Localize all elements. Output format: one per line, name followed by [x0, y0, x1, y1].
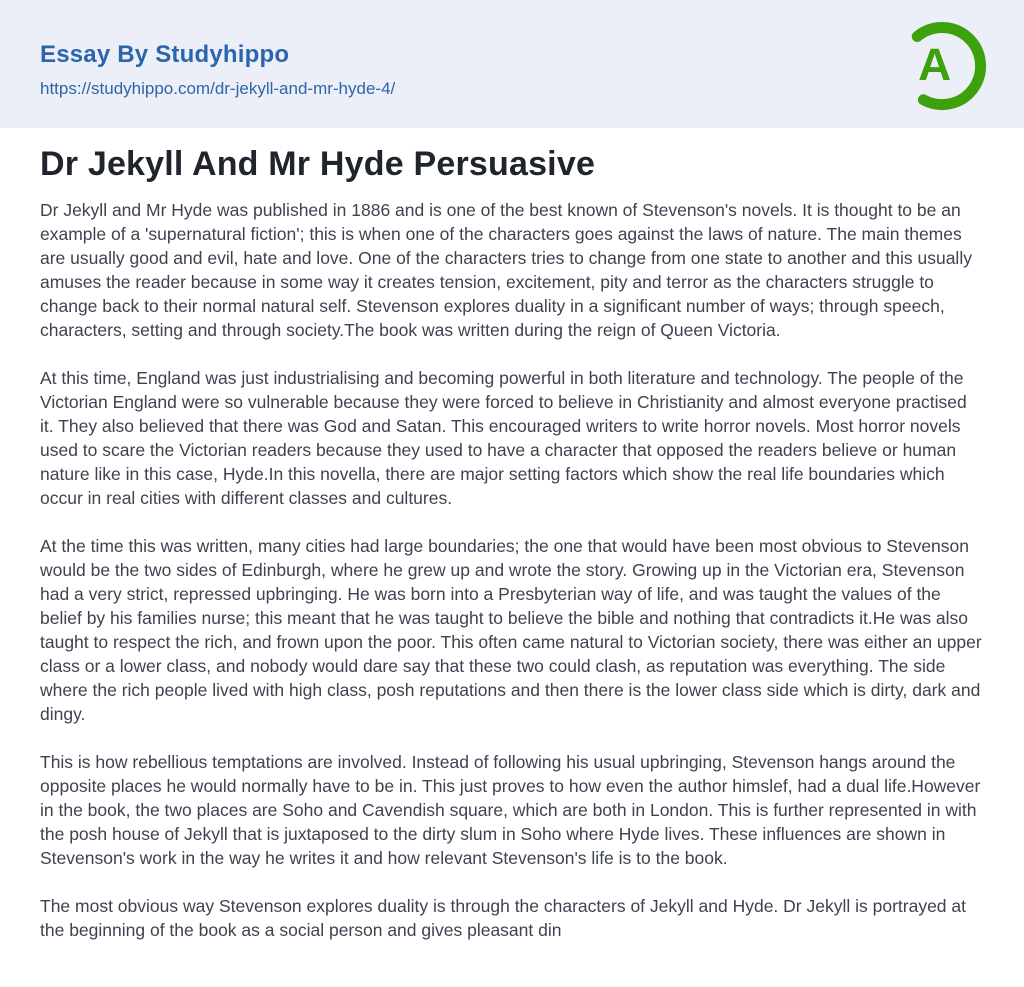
logo-letter: A [918, 39, 952, 91]
essay-paragraph: This is how rebellious temptations are involved. Instead of following his usual upbringing, Stevenson hangs around the opposite places he would normally have to be in. This just proves to how even the author himslef, had a dual life.However in the book, the two places are Soho and Cavendish square, which are both in London. This is further represented in with the posh house of Jekyll that is juxtaposed to the dirty slum in Soho where Hyde lives. These influences are shown in Stevenson's work in the way he writes it and how relevant Stevenson's life is to the book. [40, 752, 981, 869]
page-header [0, 0, 1024, 128]
studyhippo-logo [892, 16, 992, 116]
essay-url-link[interactable]: https://studyhippo.com/dr-jekyll-and-mr-hyde-4/ [40, 79, 396, 99]
essay-paragraph: At this time, England was just industrialising and becoming powerful in both literature and technology. The people of the Victorian England were so vulnerable because they were forced to believe in Christianity and almost everyone practised it. They also believed that there was God and Satan. This encouraged writers to write horror novels. Most horror novels used to scare the Victorian readers because they used to have a character that opposed the readers believe or human nature like in this case, Hyde.In this novella, there are major setting factors which show the real life boundaries which occur in real cities with different classes and cultures. [40, 368, 967, 509]
header-title: Essay By Studyhippo [40, 41, 290, 68]
essay-paragraph: The most obvious way Stevenson explores duality is through the characters of Jekyll and Hyde. Dr Jekyll is portrayed at the beginning of the book as a social person and gives pleasant din [40, 896, 966, 941]
essay-paragraphs [40, 198, 984, 942]
essay-paragraph: At the time this was written, many cities had large boundaries; the one that would have been most obvious to Stevenson would be the two sides of Edinburgh, where he grew up and wrote the story. Growing up in the Victorian era, Stevenson had a very strict, repressed upbringing. He was born into a Presbyterian way of life, and was taught the values of the belief by his families nurse; this meant that he was taught to believe the bible and nothing that contradicts it.He was also taught to respect the rich, and frown upon the poor. This often came natural to Victorian society, there was either an upper class or a lower class, and nobody would dare say that these two could clash, as reputation was everything. The side where the rich people lived with high class, posh reputations and then there is the lower class side which is dirty, dark and dingy. [40, 536, 982, 725]
studyhippo-logo-icon [892, 16, 992, 116]
essay-paragraph: Dr Jekyll and Mr Hyde was published in 1886 and is one of the best known of Stevenson's novels. It is thought to be an example of a 'supernatural fiction'; this is when one of the characters goes against the laws of nature. The main themes are usually good and evil, hate and love. One of the characters tries to change from one state to another and this usually amuses the reader because in some way it creates tension, excitement, pity and terror as the characters struggle to change back to their normal natural self. Stevenson explores duality in a significant number of ways; through speech, characters, setting and through society.The book was written during the reign of Queen Victoria. [40, 200, 972, 341]
essay-content [0, 128, 1024, 942]
essay-title: Dr Jekyll And Mr Hyde Persuasive [40, 145, 596, 183]
